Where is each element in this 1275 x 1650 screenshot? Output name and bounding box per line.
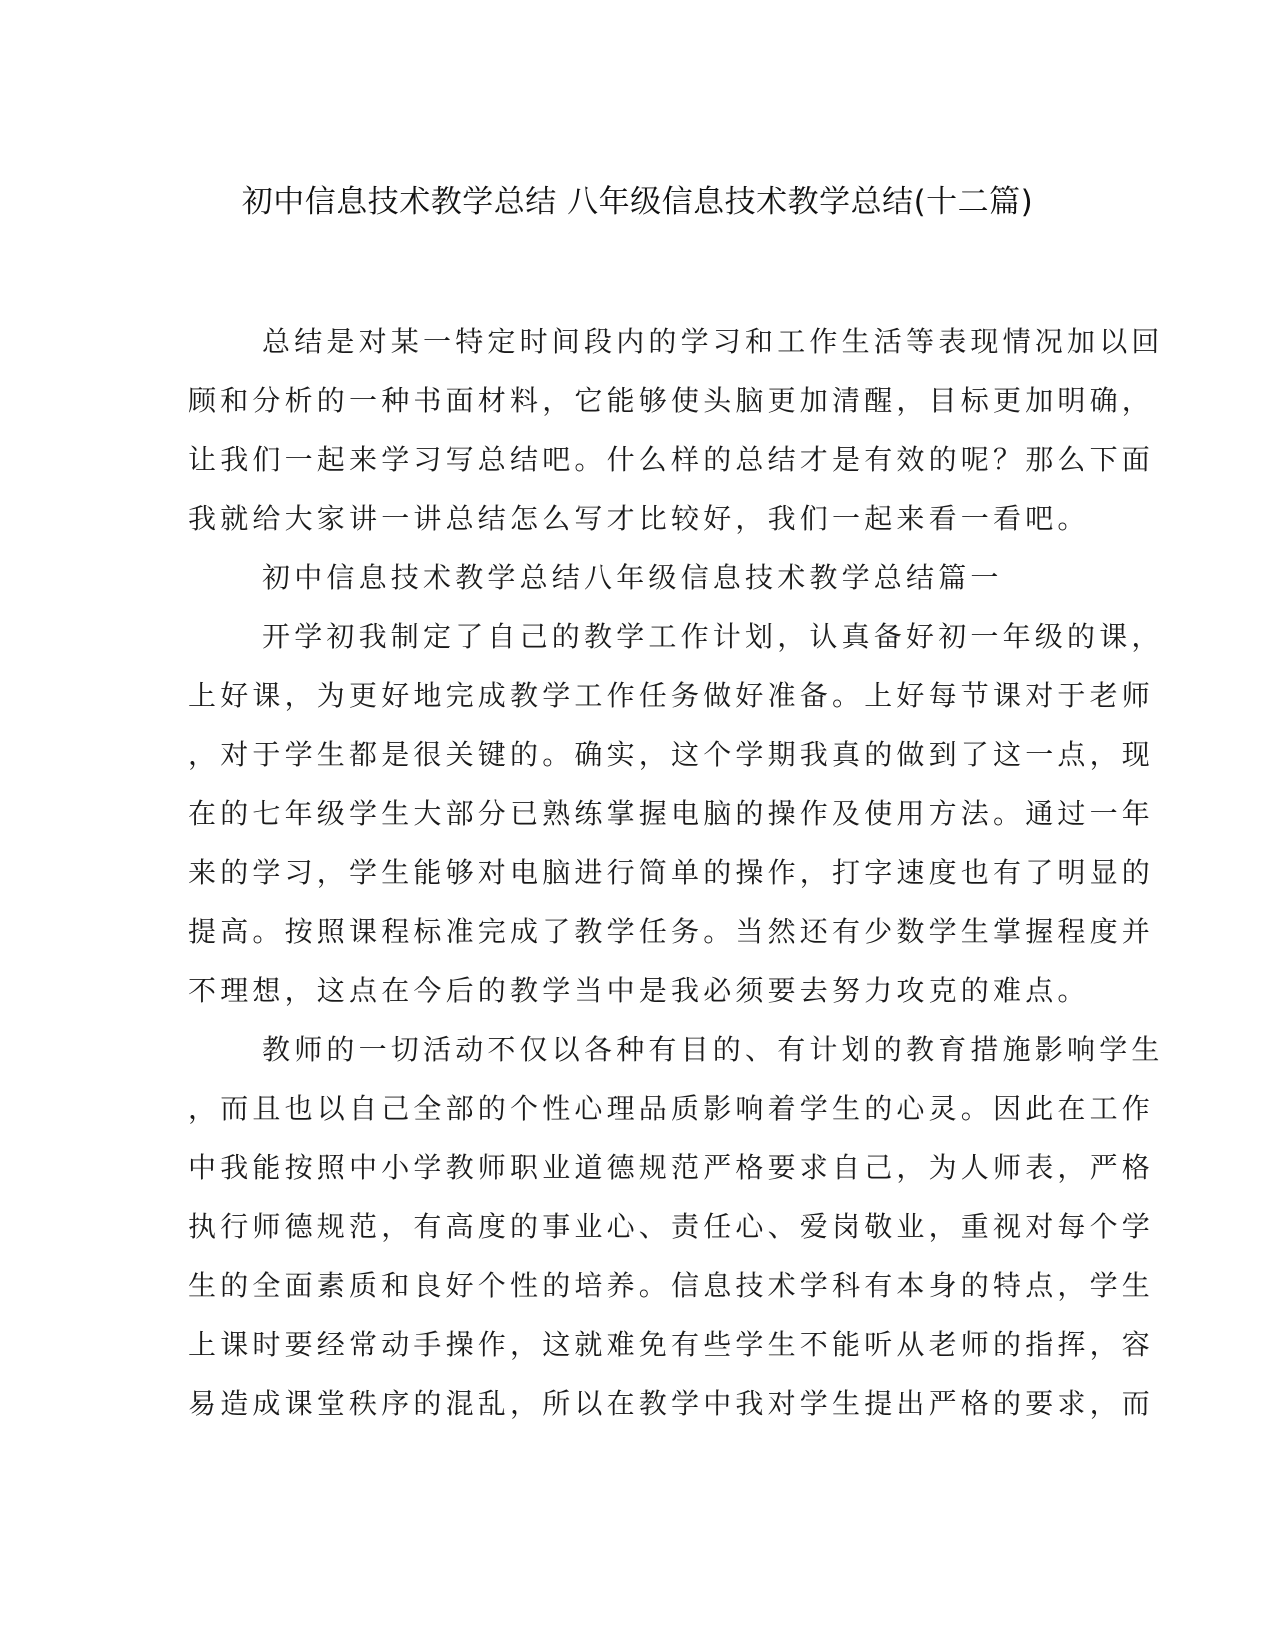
paragraph-line: ，对于学生都是很关键的。确实，这个学期我真的做到了这一点，现	[188, 738, 1155, 771]
paragraph-line: 生的全面素质和良好个性的培养。信息技术学科有本身的特点，学生	[188, 1269, 1155, 1302]
paragraph-line: ，而且也以自己全部的个性心理品质影响着学生的心灵。因此在工作	[188, 1092, 1155, 1125]
document-title: 初中信息技术教学总结 八年级信息技术教学总结(十二篇)	[241, 184, 1034, 220]
paragraph-line: 中我能按照中小学教师职业道德规范严格要求自己，为人师表，严格	[188, 1151, 1155, 1184]
paragraph-line: 总结是对某一特定时间段内的学习和工作生活等表现情况加以回	[262, 325, 1164, 358]
paragraph-line: 易造成课堂秩序的混乱，所以在教学中我对学生提出严格的要求，而	[188, 1387, 1155, 1420]
paragraph-line: 不理想，这点在今后的教学当中是我必须要去努力攻克的难点。	[188, 974, 1090, 1007]
paragraph-line: 教师的一切活动不仅以各种有目的、有计划的教育措施影响学生	[262, 1033, 1164, 1066]
section-heading: 初中信息技术教学总结八年级信息技术教学总结篇一	[262, 561, 1003, 594]
paragraph-line: 在的七年级学生大部分已熟练掌握电脑的操作及使用方法。通过一年	[188, 797, 1155, 830]
paragraph-line: 让我们一起来学习写总结吧。什么样的总结才是有效的呢？那么下面	[188, 443, 1155, 476]
paragraph-line: 上课时要经常动手操作，这就难免有些学生不能听从老师的指挥，容	[188, 1328, 1155, 1361]
paragraph-line: 执行师德规范，有高度的事业心、责任心、爱岗敬业，重视对每个学	[188, 1210, 1155, 1243]
paragraph-line: 来的学习，学生能够对电脑进行简单的操作，打字速度也有了明显的	[188, 856, 1155, 889]
paragraph-line: 顾和分析的一种书面材料，它能够使头脑更加清醒，目标更加明确，	[188, 384, 1155, 417]
paragraph-line: 上好课，为更好地完成教学工作任务做好准备。上好每节课对于老师	[188, 679, 1155, 712]
paragraph-line: 开学初我制定了自己的教学工作计划，认真备好初一年级的课，	[262, 620, 1164, 653]
paragraph-line: 提高。按照课程标准完成了教学任务。当然还有少数学生掌握程度并	[188, 915, 1155, 948]
paragraph-line: 我就给大家讲一讲总结怎么写才比较好，我们一起来看一看吧。	[188, 502, 1090, 535]
